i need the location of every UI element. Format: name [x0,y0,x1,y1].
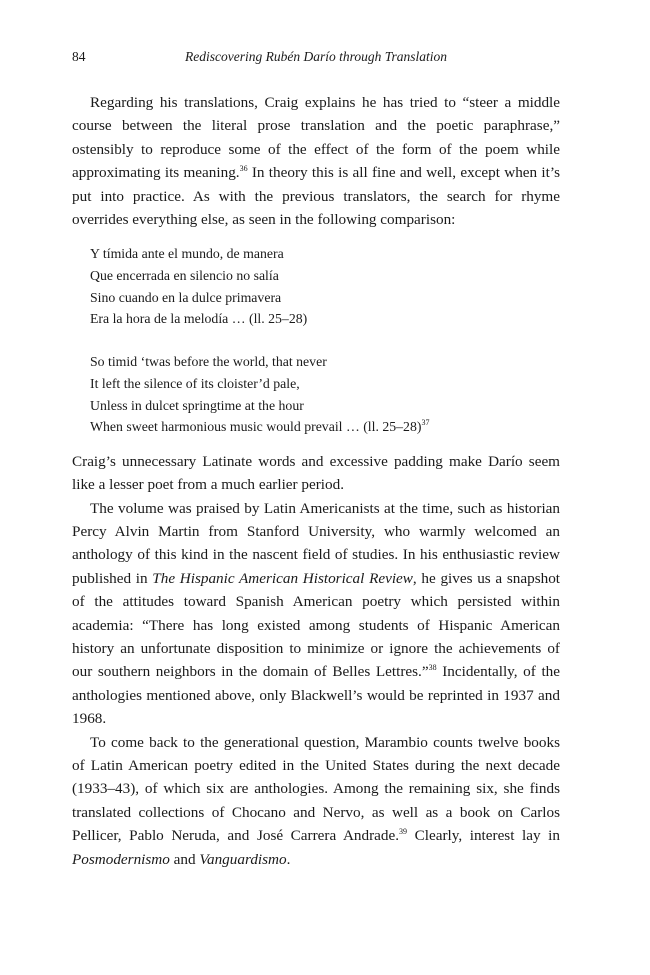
spanish-verse-line: Era la hora de la melodía … (ll. 25–28) [90,311,308,327]
english-verse-line: Unless in dulcet springtime at the hour [90,397,304,413]
spanish-verse-line: Y tímida ante el mundo, de manera [90,246,284,262]
spanish-verse-line: Que encerrada en silencio no salía [90,268,279,284]
paragraph-text: Clearly, interest lay in [407,827,560,845]
footnote-ref-39: 39 [399,827,408,837]
journal-title: The Hispanic American Historical Review [152,569,413,587]
footnote-ref-36: 36 [239,164,248,174]
running-head: Rediscovering Rubén Darío through Translation [185,49,447,64]
paragraph-text: and [169,850,200,868]
paragraph-craig-critique [72,450,560,497]
page-number: 84 [72,49,86,64]
english-verse-line-last [90,416,560,438]
verse-comparison [90,243,560,437]
paragraph-text: To come back to the generational question, Marambio counts twelve books of Latin American poetry edited in the United States during the next decade (1933–43), of which six are anthologies. Among the remaining six, she finds translated collections of Chocano and Nervo, as well as a book on Carlos Pellicer, Pablo Neruda, and José Carrera Andrade. [72,733,560,845]
verse-text: When sweet harmonious music would prevail … (ll. 25–28) [90,419,422,435]
paragraph-text: The volume was praised by Latin Americanists at the time, such as historian Percy Alvin Martin from Stanford University, who warmly welcomed an anthology of this kind in the nascent field of studies. In his enthusiastic review published in [72,499,560,587]
paragraph-reception [72,497,560,731]
footnote-ref-37: 37 [421,418,430,428]
footnote-ref-38: 38 [428,663,437,673]
page-header [72,48,560,66]
paragraph-text: . [286,850,291,868]
paragraph-text: Regarding his translations, Craig explains he has tried to “steer a middle course between the literal prose translation and the poetic paraphrase,” ostensibly to reproduce some of the effect of the form of the poem while approximating its meaning. [72,94,560,182]
paragraph-text: , he gives us a snapshot of the attitudes toward Spanish American poetry which persisted within academia: “There has long existed among students of Hispanic American history an unfortunate disposition to minimize or ignore the achievements of our southern neighbors in the domain of Belles Lettres.” [72,569,561,681]
paragraph-text: In theory this is all fine and well, except when it’s put into practice. As with the previous translators, the search for rhyme overrides everything else, as seen in the following comparison: [72,164,560,229]
paragraph-generational [72,731,560,871]
term-posmodernismo: Posmodernismo [72,850,170,868]
term-vanguardismo: Vanguardismo [199,850,287,868]
spanish-verse-line: Sino cuando en la dulce primavera [90,289,282,305]
paragraph-translations [72,91,560,231]
body-text [72,91,560,871]
english-verse-line: So timid ‘twas before the world, that never [90,354,327,370]
paragraph-text: Craig’s unnecessary Latinate words and excessive padding make Darío seem like a lesser poet from a much earlier period. [72,452,560,494]
stanza-gap [90,330,560,352]
english-verse-line: It left the silence of its cloister’d pale, [90,376,300,391]
paragraph-text: Incidentally, of the anthologies mentioned above, only Blackwell’s would be reprinted in 1937 and 1968. [72,663,560,728]
